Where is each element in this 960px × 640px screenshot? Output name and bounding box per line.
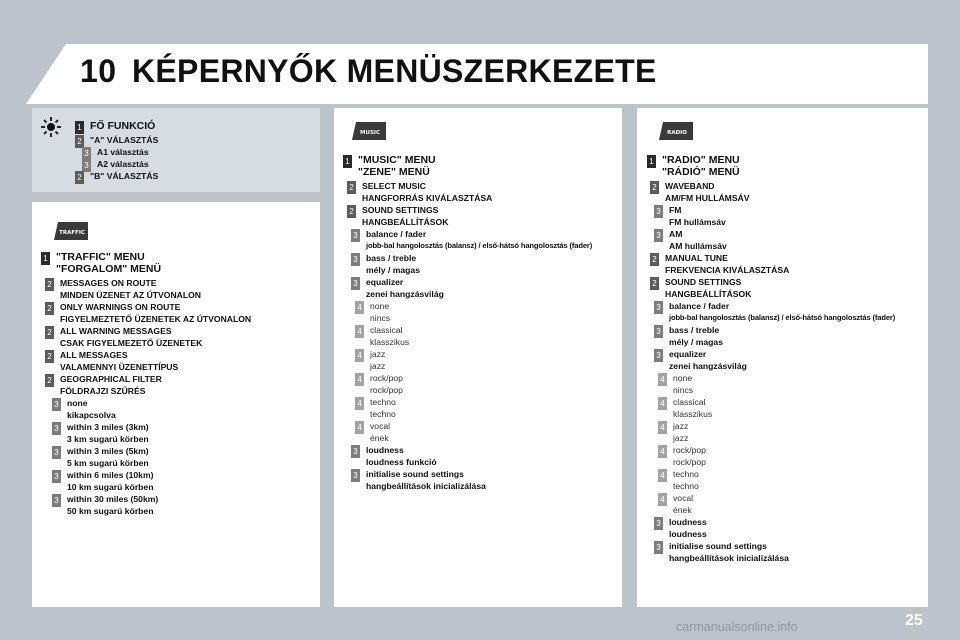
menu-item-label: MESSAGES ON ROUTE <box>60 278 157 288</box>
traffic-menu-item <box>52 493 158 517</box>
traffic-menu-item <box>52 397 116 421</box>
level-badge: 1 <box>75 121 84 134</box>
menu-item-label: ALL WARNING MESSAGES <box>60 326 172 336</box>
page-number: 25 <box>905 612 923 629</box>
level-badge: 4 <box>355 325 364 338</box>
menu-item-label: AM hullámsáv <box>669 241 727 251</box>
menu-item-label: equalizer <box>669 349 707 359</box>
menu-item-label: FŐ FUNKCIÓ <box>90 120 156 132</box>
menu-item-label: MANUAL TUNE <box>665 253 728 263</box>
level-badge: 3 <box>351 253 360 266</box>
music-menu-item <box>343 154 436 178</box>
level-badge: 3 <box>52 470 61 483</box>
radio-menu-item <box>654 516 707 540</box>
menu-item-label: klasszikus <box>673 409 713 419</box>
level-badge: 3 <box>52 494 61 507</box>
menu-item-label: FREKVENCIA KIVÁLASZTÁSA <box>665 265 790 275</box>
radio-menu-item <box>658 444 706 468</box>
menu-item-label: zenei hangzásvilág <box>669 361 747 371</box>
traffic-menu-item <box>45 301 251 325</box>
menu-item-label: SOUND SETTINGS <box>362 205 439 215</box>
level-badge: 2 <box>650 277 659 290</box>
level-badge: 3 <box>351 229 360 242</box>
menu-item-label: AM/FM HULLÁMSÁV <box>665 193 750 203</box>
menu-item-label: HANGBEÁLLÍTÁSOK <box>665 289 752 299</box>
radio-menu-item <box>654 324 723 348</box>
level-badge: 4 <box>658 421 667 434</box>
level-badge: 2 <box>75 171 84 184</box>
traffic-menu-item <box>52 445 149 469</box>
menu-item-label: "FORGALOM" MENÜ <box>56 263 162 275</box>
menu-item-label: A1 választás <box>97 147 149 157</box>
menu-item-label: within 30 miles (50km) <box>67 494 159 504</box>
menu-item-label: rock/pop <box>673 445 706 455</box>
menu-item-label: jazz <box>673 421 689 431</box>
radio-menu-item <box>654 300 895 324</box>
menu-item-label: classical <box>673 397 706 407</box>
level-badge: 4 <box>355 397 364 410</box>
menu-item-label: jazz <box>370 349 386 359</box>
music-menu-item <box>351 444 437 468</box>
traffic-menu-item <box>41 251 161 275</box>
level-badge: 4 <box>355 301 364 314</box>
level-badge: 2 <box>45 374 54 387</box>
menu-item-label: VALAMENNYI ÜZENETTÍPUS <box>60 362 179 372</box>
music-menu-item <box>347 180 492 204</box>
menu-item-label: WAVEBAND <box>665 181 715 191</box>
menu-item-label: nincs <box>370 313 391 323</box>
level-badge: 3 <box>654 517 663 530</box>
traffic-icon <box>52 220 90 242</box>
level-badge: 2 <box>45 302 54 315</box>
chapter-number: 10 <box>80 53 117 89</box>
level-badge: 4 <box>658 397 667 410</box>
menu-item-label: ének <box>673 505 692 515</box>
level-badge: 2 <box>650 253 659 266</box>
menu-item-label: kikapcsolva <box>67 410 116 420</box>
level-badge: 3 <box>654 541 663 554</box>
main-menu-item <box>75 120 155 134</box>
traffic-menu-item <box>45 349 178 373</box>
radio-menu-item <box>658 372 693 396</box>
menu-item-label: HANGFORRÁS KIVÁLASZTÁSA <box>362 193 493 203</box>
menu-item-label: "RÁDIÓ" MENÜ <box>662 166 740 178</box>
watermark: carmanualsonline.info <box>676 620 798 634</box>
menu-item-label: initialise sound settings <box>366 469 464 479</box>
menu-item-label: within 6 miles (10km) <box>67 470 154 480</box>
menu-item-label: SELECT MUSIC <box>362 181 426 191</box>
menu-item-label: MINDEN ÜZENET AZ ÚTVONALON <box>60 290 201 300</box>
traffic-menu-item <box>52 469 153 493</box>
radio-menu-item <box>654 540 789 564</box>
level-badge: 3 <box>82 147 91 160</box>
level-badge: 1 <box>647 155 656 168</box>
radio-menu-item <box>658 396 712 420</box>
level-badge: 3 <box>52 398 61 411</box>
menu-item-label: jobb-bal hangolosztás (balansz) / első-hátsó hangolosztás (fader) <box>669 313 896 322</box>
menu-item-label: mély / magas <box>669 337 723 347</box>
traffic-menu-item <box>45 325 202 349</box>
menu-item-label: bass / treble <box>366 253 417 263</box>
music-menu-item <box>355 348 385 372</box>
radio-menu-item <box>654 228 727 252</box>
level-badge: 3 <box>52 422 61 435</box>
menu-item-label: classical <box>370 325 403 335</box>
menu-item-label: "B" VÁLASZTÁS <box>90 171 159 181</box>
music-menu-item <box>355 396 396 420</box>
menu-item-label: none <box>370 301 390 311</box>
menu-item-label: "A" VÁLASZTÁS <box>90 135 159 145</box>
radio-menu-item <box>654 204 726 228</box>
menu-item-label: 5 km sugarú körben <box>67 458 149 468</box>
menu-item-label: none <box>67 398 88 408</box>
traffic-menu-item <box>52 421 149 445</box>
menu-item-label: A2 választás <box>97 159 149 169</box>
menu-item-label: vocal <box>370 421 391 431</box>
music-menu-item <box>351 252 420 276</box>
traffic-icon-label: TRAFFIC <box>59 230 85 236</box>
music-icon-label: MUSIC <box>360 130 380 136</box>
radio-icon-label: RADIO <box>667 130 687 136</box>
level-badge: 2 <box>75 135 84 148</box>
music-menu-item <box>351 276 444 300</box>
menu-item-label: nincs <box>673 385 694 395</box>
level-badge: 1 <box>343 155 352 168</box>
menu-item-label: "MUSIC" MENU <box>358 154 436 166</box>
menu-item-label: zenei hangzásvilág <box>366 289 444 299</box>
level-badge: 3 <box>654 229 663 242</box>
radio-menu-item <box>650 252 789 276</box>
level-badge: 2 <box>45 326 54 339</box>
music-menu-item <box>351 228 592 252</box>
menu-item-label: mély / magas <box>366 265 420 275</box>
level-badge: 2 <box>650 181 659 194</box>
menu-item-label: rock/pop <box>673 457 706 467</box>
menu-item-label: hangbeállítások inicializálása <box>669 553 789 563</box>
menu-item-label: GEOGRAPHICAL FILTER <box>60 374 162 384</box>
menu-item-label: balance / fader <box>366 229 427 239</box>
radio-menu-item <box>650 276 751 300</box>
level-badge: 2 <box>347 181 356 194</box>
menu-item-label: within 3 miles (5km) <box>67 446 149 456</box>
menu-item-label: jazz <box>673 433 689 443</box>
menu-item-label: vocal <box>673 493 694 503</box>
menu-item-label: loudness <box>669 529 707 539</box>
level-badge: 2 <box>45 350 54 363</box>
level-badge: 3 <box>351 469 360 482</box>
menu-item-label: bass / treble <box>669 325 720 335</box>
menu-item-label: 10 km sugarú körben <box>67 482 154 492</box>
menu-item-label: rock/pop <box>370 385 403 395</box>
radio-menu-item <box>658 492 693 516</box>
music-menu-item <box>355 372 403 396</box>
music-menu-item <box>355 420 390 444</box>
menu-item-label: techno <box>673 469 699 479</box>
traffic-menu-item <box>45 277 201 301</box>
music-menu-item <box>355 324 409 348</box>
radio-menu-item <box>658 468 699 492</box>
menu-item-label: within 3 miles (3km) <box>67 422 149 432</box>
page-title: KÉPERNYŐK MENÜSZERKEZETE <box>132 53 657 89</box>
level-badge: 4 <box>355 373 364 386</box>
menu-item-label: HANGBEÁLLÍTÁSOK <box>362 217 449 227</box>
menu-item-label: balance / fader <box>669 301 730 311</box>
menu-item-label: none <box>673 373 693 383</box>
radio-menu-item <box>658 420 688 444</box>
level-badge: 2 <box>45 278 54 291</box>
level-badge: 1 <box>41 252 50 265</box>
level-badge: 4 <box>658 493 667 506</box>
menu-item-label: equalizer <box>366 277 404 287</box>
menu-item-label: initialise sound settings <box>669 541 767 551</box>
level-badge: 4 <box>658 469 667 482</box>
menu-item-label: techno <box>673 481 699 491</box>
settings-sun-icon <box>40 116 62 138</box>
level-badge: 4 <box>355 349 364 362</box>
radio-icon <box>657 120 695 142</box>
menu-item-label: loudness <box>366 445 404 455</box>
menu-item-label: loudness funkció <box>366 457 437 467</box>
level-badge: 3 <box>351 445 360 458</box>
menu-item-label: SOUND SETTINGS <box>665 277 742 287</box>
music-menu-item <box>351 468 486 492</box>
menu-item-label: jobb-bal hangolosztás (balansz) / első-hátsó hangolosztás (fader) <box>366 241 593 250</box>
menu-item-label: klasszikus <box>370 337 410 347</box>
menu-item-label: techno <box>370 397 396 407</box>
menu-item-label: CSAK FIGYELMEZETŐ ÜZENETEK <box>60 338 203 348</box>
menu-item-label: AM <box>669 229 683 239</box>
level-badge: 4 <box>355 421 364 434</box>
level-badge: 3 <box>351 277 360 290</box>
main-menu-item <box>75 170 158 184</box>
level-badge: 3 <box>52 446 61 459</box>
menu-item-label: jazz <box>370 361 386 371</box>
menu-item-label: hangbeállítások inicializálása <box>366 481 486 491</box>
level-badge: 4 <box>658 445 667 458</box>
level-badge: 4 <box>658 373 667 386</box>
music-icon <box>350 120 388 142</box>
radio-menu-item <box>647 154 740 178</box>
menu-item-label: ének <box>370 433 389 443</box>
level-badge: 3 <box>82 159 91 172</box>
radio-menu-item <box>650 180 750 204</box>
menu-item-label: FÖLDRAJZI SZŰRÉS <box>60 386 146 396</box>
menu-item-label: "TRAFFIC" MENU <box>56 251 145 263</box>
menu-item-label: FIGYELMEZTETŐ ÜZENETEK AZ ÚTVONALON <box>60 314 252 324</box>
menu-item-label: "RADIO" MENU <box>662 154 740 166</box>
menu-item-label: rock/pop <box>370 373 403 383</box>
radio-menu-item <box>654 348 747 372</box>
menu-item-label: 3 km sugarú körben <box>67 434 149 444</box>
level-badge: 3 <box>654 325 663 338</box>
menu-item-label: loudness <box>669 517 707 527</box>
music-menu-item <box>355 300 390 324</box>
menu-item-label: FM <box>669 205 682 215</box>
menu-item-label: FM hullámsáv <box>669 217 726 227</box>
level-badge: 3 <box>654 205 663 218</box>
menu-item-label: techno <box>370 409 396 419</box>
level-badge: 3 <box>654 301 663 314</box>
traffic-menu-item <box>45 373 162 397</box>
level-badge: 3 <box>654 349 663 362</box>
menu-item-label: 50 km sugarú körben <box>67 506 154 516</box>
menu-item-label: "ZENE" MENÜ <box>358 166 430 178</box>
menu-item-label: ALL MESSAGES <box>60 350 128 360</box>
menu-item-label: ONLY WARNINGS ON ROUTE <box>60 302 181 312</box>
music-menu-item <box>347 204 448 228</box>
level-badge: 2 <box>347 205 356 218</box>
